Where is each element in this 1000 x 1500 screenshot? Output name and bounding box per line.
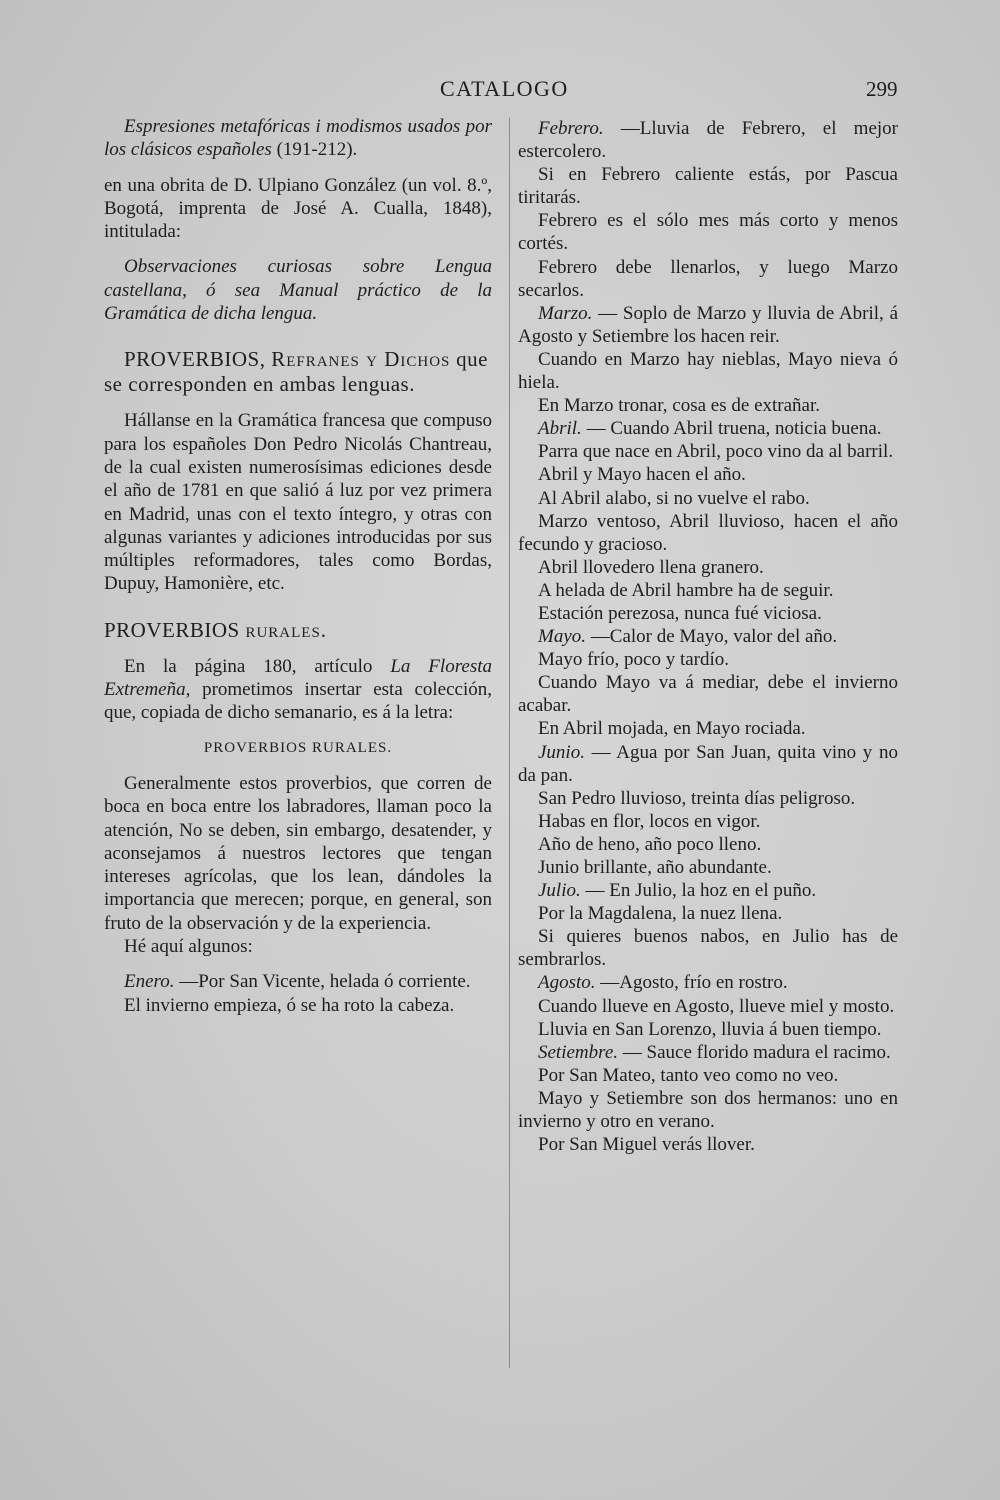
month-label: Agosto. (538, 972, 596, 994)
heading-lead: PROVERBIOS (104, 617, 246, 642)
heading-rest: que se corresponden en ambas lenguas. (104, 347, 488, 397)
month-label: Setiembre. (538, 1041, 619, 1063)
column-divider (509, 118, 510, 1368)
proverb-text: Al Abril alabo, si no vuelve el rabo. (538, 487, 810, 509)
proverb-text: Habas en flor, locos en vigor. (538, 810, 761, 832)
proverb-entry (518, 879, 898, 902)
proverb-text: Cuando llueve en Agosto, llueve miel y mosto. (538, 995, 895, 1017)
proverb-text: Lluvia en San Lorenzo, lluvia á buen tiempo. (538, 1018, 882, 1040)
proverb-entry: El invierno empieza, ó se ha roto la cabeza. (124, 994, 455, 1016)
proverb-entry (518, 995, 898, 1018)
text-run: En la página 180, artículo (124, 655, 391, 677)
proverb-text: — Sauce florido madura el racimo. (618, 1041, 891, 1063)
proverb-text: Abril llovedero llena granero. (538, 556, 764, 578)
spacer (104, 958, 492, 970)
proverb-entry (518, 302, 898, 348)
proverb-text: —Por San Vicente, helada ó corriente. (174, 971, 471, 993)
page-number: 299 (866, 77, 898, 101)
proverb-entry (518, 487, 898, 510)
proverb-entry (518, 1018, 898, 1041)
proverb-text: —Lluvia de Febrero, el mejor estercolero. (518, 118, 898, 163)
spacer (104, 643, 492, 655)
proverb-entry (518, 579, 898, 602)
running-head: CATALOGO (440, 76, 569, 101)
spacer (104, 325, 492, 347)
month-label: Mayo. (538, 626, 587, 648)
heading-small-caps: rurales. (245, 617, 328, 642)
proverb-entry (518, 602, 898, 625)
proverb-text: — Cuando Abril truena, noticia buena. (581, 418, 882, 440)
proverb-entry (518, 833, 898, 856)
proverb-entry (518, 810, 898, 833)
proverb-entry (518, 440, 898, 463)
proverb-text: Por la Magdalena, la nuez llena. (538, 903, 783, 925)
proverb-entry (518, 209, 898, 255)
proverb-entry (518, 348, 898, 394)
proverb-entry (518, 256, 898, 302)
proverb-entry (518, 625, 898, 648)
spacer (104, 162, 492, 174)
citation-title (104, 115, 492, 162)
proverb-entry (518, 163, 898, 209)
spacer (104, 760, 492, 772)
proverb-entry (518, 117, 898, 163)
proverb-text: —Agosto, frío en rostro. (595, 972, 788, 994)
proverb-entry (518, 510, 898, 556)
proverb-text: Junio brillante, año abundante. (538, 857, 772, 878)
proverb-text: Mayo frío, poco y tardío. (538, 649, 730, 671)
proverb-entry (518, 556, 898, 579)
proverb-text: —Calor de Mayo, valor del año. (586, 626, 838, 648)
spacer (104, 725, 492, 737)
proverb-entry (518, 1041, 898, 1064)
proverb-text: Febrero es el sólo mes más corto y menos cortés. (518, 210, 898, 255)
right-column (518, 117, 898, 1156)
month-label: Junio. (538, 741, 585, 763)
proverb-entry (518, 787, 898, 810)
section-heading-proverbios-rurales (104, 618, 492, 643)
paragraph: en una obrita de D. Ulpiano González (un vol. 8.º, Bogotá, imprenta de José A. Cualla, 1848), intitulada: (104, 174, 492, 243)
paragraph: Hé aquí algunos: (124, 936, 253, 958)
month-label: Febrero. (538, 118, 604, 139)
proverb-text: Estación perezosa, nunca fué viciosa. (538, 602, 822, 624)
proverb-text: Si en Febrero caliente estás, por Pascua tiritarás. (518, 164, 898, 209)
proverb-entry (518, 671, 898, 717)
proverb-text: Abril y Mayo hacen el año. (538, 464, 746, 486)
proverb-text: Por San Miguel verás llover. (538, 1134, 755, 1156)
citation-pages: (191-212). (271, 139, 358, 161)
proverb-text: Marzo ventoso, Abril lluvioso, hacen el año fecundo y gracioso. (518, 510, 898, 555)
subheading: PROVERBIOS RURALES. (203, 739, 393, 756)
spacer (104, 243, 492, 255)
proverb-entry (518, 717, 898, 740)
paragraph: Generalmente estos proverbios, que corren de boca en boca entre los labradores, llaman poco la atención, No se deben, sin embargo, desatender, y aconsejamos á nuestros lectores que tengan intereses agrícolas, que los lean, dándoles la importancia que merecen; porque, en general, son fruto de la observación y de la experiencia. (104, 772, 492, 934)
periodical-title: La Floresta Extremeña, (104, 655, 492, 701)
proverb-entry (518, 1087, 898, 1133)
proverb-entry (518, 1133, 898, 1156)
proverb-entry (518, 741, 898, 787)
proverb-text: Por San Mateo, tanto veo como no veo. (538, 1064, 839, 1086)
proverb-text: A helada de Abril hambre ha de seguir. (538, 579, 834, 601)
proverb-text: Si quieres buenos nabos, en Julio has de sembrarlos. (518, 926, 898, 971)
proverb-text: En Marzo tronar, cosa es de extrañar. (538, 395, 821, 417)
book-title-italic: Observaciones curiosas sobre Lengua castellana, ó sea Manual práctico de la Gramática de dicha lengua. (104, 256, 492, 325)
spacer (104, 397, 492, 409)
proverb-entry (518, 856, 898, 879)
paragraph: Hállanse en la Gramática francesa que compuso para los españoles Don Pedro Nicolás Chantreau, de la cual existen numerosísimas ediciones desde el año de 1781 en que salió á luz por vez primera en Madrid, unas con el texto íntegro, y otras con algunas variantes y adiciones introducidas por sus múltiples reformadores, tales como Bordas, Dupuy, Hamonière, etc. (104, 410, 492, 595)
proverb-text: Cuando Mayo va á mediar, debe el invierno acabar. (518, 672, 898, 717)
proverb-entry (518, 417, 898, 440)
left-column (104, 115, 492, 1017)
proverb-entry (518, 648, 898, 671)
proverb-entry (518, 925, 898, 971)
proverb-text: En Abril mojada, en Mayo rociada. (538, 718, 806, 740)
proverb-text: Mayo y Setiembre son dos hermanos: uno en invierno y otro en verano. (518, 1087, 898, 1133)
proverb-entry (518, 394, 898, 417)
proverb-entry (518, 1064, 898, 1087)
proverb-entry (518, 971, 898, 994)
proverb-entry (518, 902, 898, 925)
proverb-entry (104, 970, 492, 993)
heading-small-caps: Refranes y Dichos (271, 347, 451, 372)
month-label: Enero. (124, 971, 175, 993)
spacer (104, 596, 492, 618)
heading-lead: PROVERBIOS, (124, 347, 272, 372)
month-label: Marzo. (538, 302, 593, 324)
proverb-text: — Soplo de Marzo y lluvia de Abril, á Agosto y Setiembre los hacen reir. (518, 302, 898, 347)
text-run: prometimos insertar esta colección, que, copiada de dicho semanario, es á la letra: (104, 679, 492, 724)
section-heading-proverbios-refranes (104, 347, 492, 397)
proverb-text: Parra que nace en Abril, poco vino da al barril. (538, 441, 894, 463)
proverb-text: Febrero debe llenarlos, y luego Marzo secarlos. (518, 256, 898, 301)
proverb-entry (518, 463, 898, 486)
proverb-text: San Pedro lluvioso, treinta días peligroso. (538, 787, 856, 809)
proverb-text: Cuando en Marzo hay nieblas, Mayo nieva ó hiela. (518, 348, 898, 394)
proverb-text: — Agua por San Juan, quita vino y no da pan. (518, 741, 898, 786)
paragraph (104, 655, 492, 725)
citation-italic: Espresiones metafóricas i modismos usados por los clásicos españoles (104, 116, 492, 161)
month-label: Abril. (538, 418, 582, 440)
proverb-text: — En Julio, la hoz en el puño. (580, 880, 817, 902)
month-label: Julio. (538, 880, 581, 902)
proverb-text: Año de heno, año poco lleno. (538, 833, 762, 855)
